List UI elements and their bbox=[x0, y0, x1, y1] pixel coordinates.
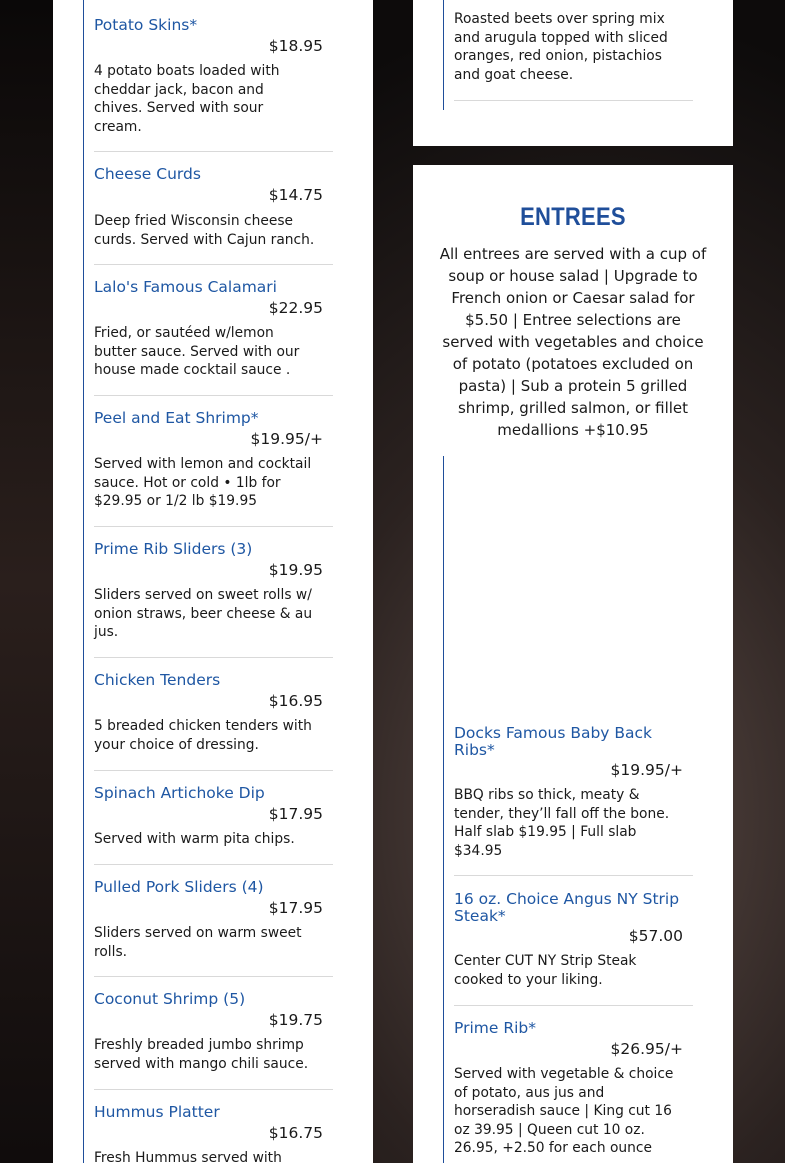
item-description: Deep fried Wisconsin cheese curds. Served with Cajun ranch. bbox=[94, 213, 315, 248]
item-name: Potato Skins* bbox=[94, 16, 198, 34]
item-divider bbox=[454, 1005, 693, 1006]
item-name: Peel and Eat Shrimp* bbox=[94, 409, 259, 427]
item-description: Freshly breaded jumbo shrimp served with mango chili sauce. bbox=[94, 1037, 309, 1072]
item-name: Hummus Platter bbox=[94, 1103, 220, 1121]
appetizers-panel bbox=[53, 0, 373, 1163]
menu-item bbox=[94, 879, 323, 977]
item-description: Fresh Hummus served with bbox=[94, 1150, 282, 1163]
background-left bbox=[0, 0, 60, 1163]
item-price: $17.95 bbox=[268, 899, 323, 917]
item-price: $26.95/+ bbox=[610, 1040, 683, 1058]
item-price: $57.00 bbox=[628, 927, 683, 945]
menu-item bbox=[454, 725, 683, 876]
section-note: All entrees are served with a cup of soup or house salad | Upgrade to French onion or Caesar salad for $5.50 | Entree selections are served with vegetables and choice of potato (potatoes excluded on pasta) | Sub a protein 5 grilled shrimp, grilled salmon, or fillet medallions +$10.95 bbox=[439, 245, 707, 439]
item-description: Served with vegetable & choice of potato, aus jus and horseradish sauce | King cut 16 oz 39.95 | Queen cut 10 oz. 26.95, +2.50 for each ounce bbox=[454, 1066, 674, 1157]
item-description: Roasted beets over spring mix and arugula topped with sliced oranges, red onion, pistachios and goat cheese. bbox=[454, 11, 668, 83]
item-description: Served with warm pita chips. bbox=[94, 831, 295, 847]
item-description: 4 potato boats loaded with cheddar jack, bacon and chives. Served with sour cream. bbox=[94, 63, 280, 135]
item-name: Cheese Curds bbox=[94, 165, 201, 183]
menu-item bbox=[94, 410, 323, 527]
salads-divider-line bbox=[443, 0, 444, 110]
item-price: $17.95 bbox=[268, 805, 323, 823]
item-divider bbox=[94, 770, 333, 771]
item-price: $14.75 bbox=[268, 186, 323, 204]
menu-item bbox=[94, 541, 323, 658]
item-divider bbox=[94, 976, 333, 977]
item-name: 16 oz. Choice Angus NY Strip Steak* bbox=[454, 890, 680, 925]
item-name: Chicken Tenders bbox=[94, 671, 221, 689]
item-price: $19.95/+ bbox=[250, 430, 323, 448]
section-title: ENTREES bbox=[520, 203, 626, 231]
menu-item bbox=[454, 1020, 683, 1163]
item-divider bbox=[94, 657, 333, 658]
menu-item bbox=[94, 17, 323, 152]
appetizers-divider-line bbox=[83, 0, 84, 1163]
item-price: $22.95 bbox=[268, 299, 323, 317]
menu-item bbox=[94, 991, 323, 1090]
item-name: Coconut Shrimp (5) bbox=[94, 990, 246, 1008]
item-description: BBQ ribs so thick, meaty & tender, they’ll fall off the bone. Half slab $19.95 | Full slab $34.95 bbox=[454, 787, 670, 859]
item-price: $16.95 bbox=[268, 692, 323, 710]
entrees-panel bbox=[413, 165, 733, 1163]
menu-item bbox=[94, 785, 323, 865]
item-name: Spinach Artichoke Dip bbox=[94, 784, 265, 802]
item-price: $19.95 bbox=[268, 561, 323, 579]
item-name: Prime Rib* bbox=[454, 1019, 536, 1037]
item-name: Prime Rib Sliders (3) bbox=[94, 540, 253, 558]
item-price: $19.95/+ bbox=[610, 761, 683, 779]
item-name: Lalo's Famous Calamari bbox=[94, 278, 277, 296]
item-divider bbox=[454, 100, 693, 101]
item-name: Docks Famous Baby Back Ribs* bbox=[454, 724, 653, 759]
item-description: Fried, or sautéed w/lemon butter sauce. Served with our house made cocktail sauce . bbox=[94, 325, 300, 379]
menu-item bbox=[94, 166, 323, 265]
item-divider bbox=[94, 526, 333, 527]
item-price: $16.75 bbox=[268, 1124, 323, 1142]
item-description: Sliders served on sweet rolls w/ onion straws, beer cheese & au jus. bbox=[94, 587, 313, 641]
item-divider bbox=[454, 875, 693, 876]
menu-item bbox=[454, 891, 683, 1006]
menu-item bbox=[94, 279, 323, 396]
item-name: Pulled Pork Sliders (4) bbox=[94, 878, 264, 896]
item-description: Center CUT NY Strip Steak cooked to your liking. bbox=[454, 953, 637, 988]
item-price: $19.75 bbox=[268, 1011, 323, 1029]
item-description: Served with lemon and cocktail sauce. Hot or cold • 1lb for $29.95 or 1/2 lb $19.95 bbox=[94, 456, 312, 510]
salads-panel-fragment bbox=[413, 0, 733, 146]
item-divider bbox=[94, 395, 333, 396]
item-divider bbox=[94, 864, 333, 865]
menu-item bbox=[94, 672, 323, 771]
entrees-divider-line bbox=[443, 456, 444, 1163]
item-price: $18.95 bbox=[268, 37, 323, 55]
item-divider bbox=[94, 264, 333, 265]
item-description: 5 breaded chicken tenders with your choice of dressing. bbox=[94, 718, 312, 753]
item-divider bbox=[94, 1089, 333, 1090]
menu-item bbox=[94, 1104, 323, 1163]
item-description: Sliders served on warm sweet rolls. bbox=[94, 925, 302, 960]
item-divider bbox=[94, 151, 333, 152]
